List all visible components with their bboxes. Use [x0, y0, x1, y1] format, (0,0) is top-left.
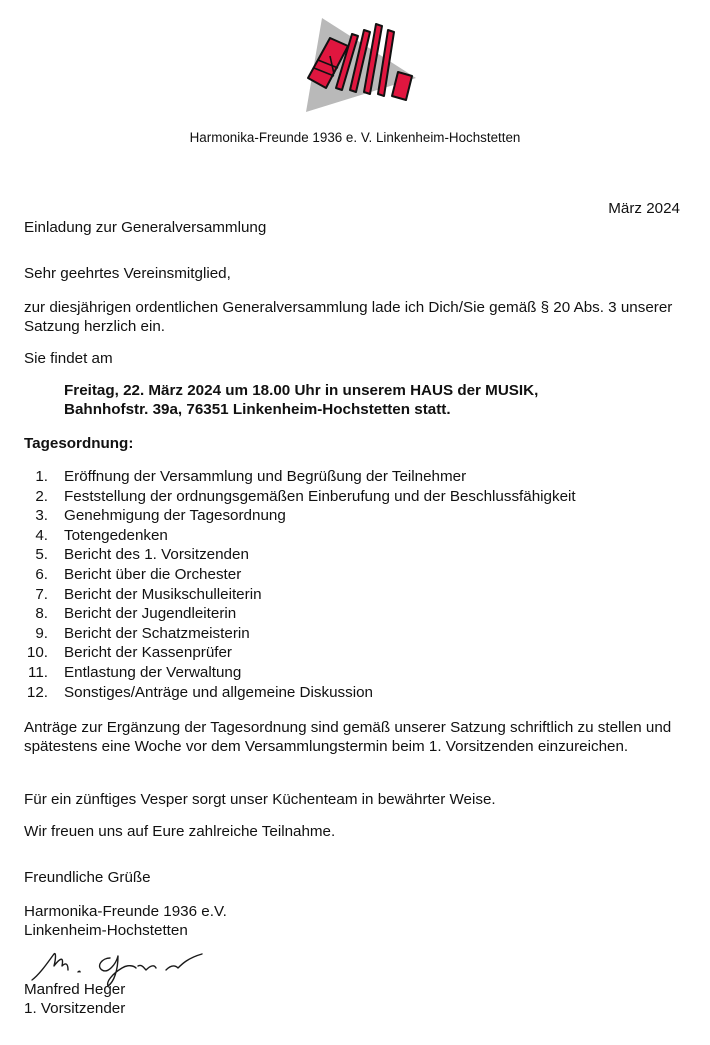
snack-paragraph: Für ein zünftiges Vesper sorgt unser Küchenteam in bewährter Weise.: [24, 791, 496, 808]
agenda-item: [24, 683, 684, 703]
agenda-item-number: 1.: [35, 468, 48, 485]
agenda-item: [24, 663, 684, 683]
agenda-item-number: 9.: [35, 624, 48, 642]
agenda-title: Tagesordnung:: [24, 435, 134, 452]
event-details: [64, 381, 704, 419]
agenda-item-number: 2.: [35, 487, 48, 505]
signer-block: [24, 980, 125, 1018]
agenda-item-number: 10.: [26, 644, 48, 662]
agenda-item-text: Genehmigung der Tagesordnung: [64, 507, 286, 525]
agenda-item-number: 12.: [26, 683, 48, 701]
agenda-item-text: Bericht über die Orchester: [64, 565, 242, 583]
agenda-item-text: Bericht der Schatzmeisterin: [64, 624, 250, 642]
signer-name: Manfred Heger: [24, 981, 126, 998]
agenda-item-text: Bericht des 1. Vorsitzenden: [64, 546, 249, 564]
agenda-item: [24, 624, 684, 644]
harmonika-logo: [300, 16, 420, 112]
agenda-item-number: 8.: [35, 605, 48, 623]
motions-paragraph: Anträge zur Ergänzung der Tagesordnung sind gemäß unserer Satzung schriftlich zu stellen und spätestens eine Woche vor dem Versammlungstermin beim 1. Vorsitzenden einzureichen.: [24, 719, 672, 755]
accordion-logo-icon: [300, 16, 420, 112]
agenda-item-number: 3.: [35, 507, 48, 525]
agenda-item-number: 7.: [35, 585, 48, 603]
signature-org-line-2: Linkenheim-Hochstetten: [24, 922, 188, 939]
regards: Freundliche Grüße: [24, 869, 151, 886]
agenda-item-text: Bericht der Kassenprüfer: [64, 644, 232, 662]
agenda-item: [24, 643, 684, 663]
agenda-item: [24, 585, 684, 605]
signature-organization: [24, 902, 227, 940]
agenda-item-number: 4.: [35, 526, 48, 544]
agenda-item-text: Sonstiges/Anträge und allgemeine Diskussion: [64, 683, 373, 701]
intro-paragraph: zur diesjährigen ordentlichen Generalversammlung lade ich Dich/Sie gemäß § 20 Abs. 3 unserer Satzung herzlich ein.: [24, 299, 673, 335]
agenda-item-number: 5.: [35, 546, 48, 564]
agenda-item: [24, 526, 684, 546]
letterhead-organization: Harmonika-Freunde 1936 e. V. Linkenheim-Hochstetten: [189, 130, 521, 145]
agenda-item: [24, 604, 684, 624]
agenda-item: [24, 467, 684, 487]
closing-line: Wir freuen uns auf Eure zahlreiche Teilnahme.: [24, 823, 336, 840]
agenda-item-text: Totengedenken: [64, 526, 168, 544]
agenda-item-text: Bericht der Musikschulleiterin: [64, 585, 262, 603]
lead-text: Sie findet am: [24, 350, 113, 367]
event-line-1: Freitag, 22. März 2024 um 18.00 Uhr in unserem HAUS der MUSIK,: [64, 382, 539, 399]
agenda-item: [24, 565, 684, 585]
agenda-item-text: Eröffnung der Versammlung und Begrüßung der Teilnehmer: [64, 468, 467, 485]
agenda-item-text: Feststellung der ordnungsgemäßen Einberufung und der Beschlussfähigkeit: [64, 487, 576, 505]
agenda-item-text: Entlastung der Verwaltung: [64, 663, 242, 681]
agenda-item-number: 6.: [35, 565, 48, 583]
agenda-item: [24, 506, 684, 526]
agenda-list: [24, 467, 684, 702]
agenda-item: [24, 545, 684, 565]
agenda-item-text: Bericht der Jugendleiterin: [64, 605, 237, 623]
letter-date: März 2024: [608, 200, 680, 217]
signer-role: 1. Vorsitzender: [24, 1000, 126, 1017]
letter-subject: Einladung zur Generalversammlung: [24, 219, 267, 236]
salutation: Sehr geehrtes Vereinsmitglied,: [24, 265, 231, 282]
agenda-item-number: 11.: [28, 663, 48, 681]
agenda-item: [24, 487, 684, 507]
signature-org-line-1: Harmonika-Freunde 1936 e.V.: [24, 903, 227, 920]
event-line-2: Bahnhofstr. 39a, 76351 Linkenheim-Hochstetten statt.: [64, 401, 451, 418]
